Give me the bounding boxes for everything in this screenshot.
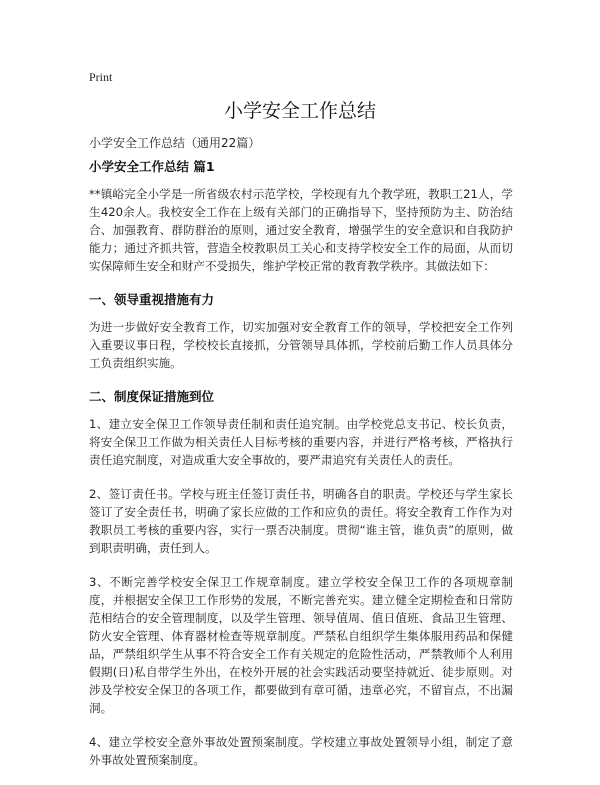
document-body	[89, 158, 513, 785]
intro-paragraph: **镇峪完全小学是一所省级农村示范学校，学校现有九个教学班，教职工21人，学生420余人。我校安全工作在上级有关部门的正确指导下，坚持预防为主、防治结合、加强教育、群防群治的原则，通过安全教育，增强学生的安全意识和自我防护能力；通过齐抓共管，营造全校教职员工关心和支持学校安全工作的局面，从而切实保障师生安全和财产不受损失，维护学校正常的教育教学秩序。其做法如下：	[89, 187, 513, 273]
heading-leadership: 一、领导重视措施有力	[89, 292, 215, 307]
system-item-1: 1、建立安全保卫工作领导责任制和责任追究制。由学校党总支书记、校长负责，将安全保卫工作做为相关责任人目标考核的重要内容，并进行严格考核，严格执行责任追究制度，对造成重大安全事故的，要严肃追究有关责任人的责任。	[89, 417, 513, 467]
document-subtitle: 小学安全工作总结（通用22篇）	[89, 136, 261, 150]
heading-system: 二、制度保证措施到位	[89, 389, 215, 404]
leadership-paragraph: 为进一步做好安全教育工作，切实加强对安全教育工作的领导，学校把安全工作列入重要议事日程，学校校长直接抓，分管领导具体抓，学校前后勤工作人员具体分工负责组织实施。	[89, 320, 513, 370]
system-item-3: 3、不断完善学校安全保卫工作规章制度。建立学校安全保卫工作的各项规章制度，并根据安全保卫工作形势的发展，不断完善充实。建立健全定期检查和日常防范相结合的安全管理制度，以及学生管理、领导值周、值日值班、食品卫生管理、防火安全管理、体育器材检查等规章制度。严禁私自组织学生集体服用药品和保健品，严禁组织学生从事不符合安全工作有关规定的危险性活动，严禁教师个人利用假期(日)私自带学生外出，在校外开展的社会实践活动要坚持就近、徒步原则。对涉及学校安全保卫的各项工作，都要做到有章可循，违章必究，不留盲点，不出漏洞。	[89, 575, 513, 715]
print-link[interactable]: Print	[89, 70, 113, 84]
system-item-4: 4、建立学校安全意外事故处置预案制度。学校建立事故处置领导小组，制定了意外事故处置预案制度。	[89, 735, 513, 767]
system-item-2: 2、签订责任书。学校与班主任签订责任书，明确各自的职责。学校还与学生家长签订了安全责任书，明确了家长应做的工作和应负的责任。将安全教育工作作为对教职员工考核的重要内容，实行一票否决制度。贯彻“谁主管，谁负责”的原则，做到职责明确，责任到人。	[89, 487, 513, 555]
section-heading: 小学安全工作总结 篇1	[89, 159, 215, 174]
page-title: 小学安全工作总结	[223, 100, 376, 122]
